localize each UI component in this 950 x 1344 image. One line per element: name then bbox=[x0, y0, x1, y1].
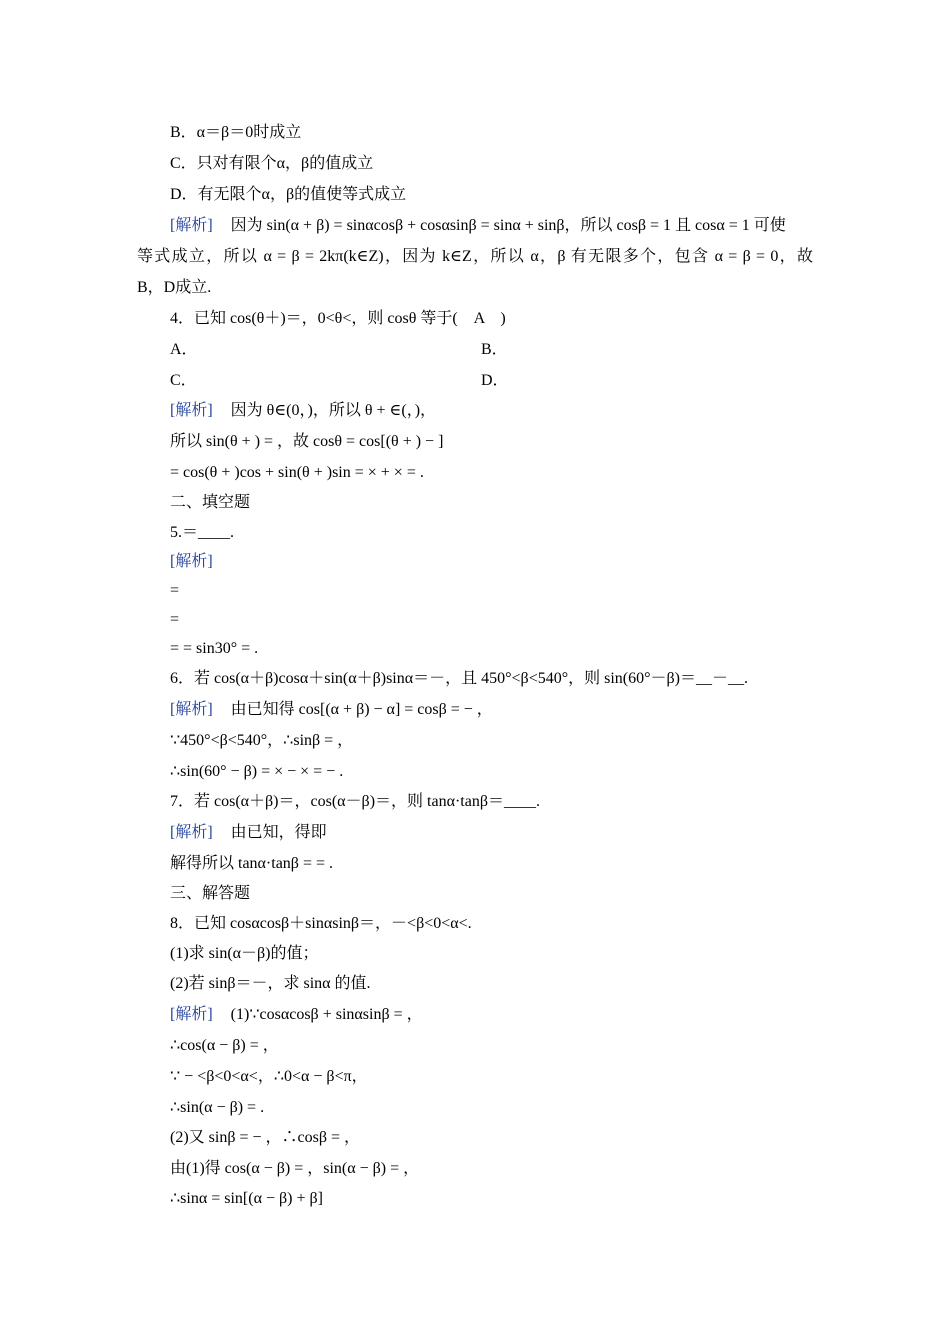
question-5 bbox=[170, 522, 234, 544]
analysis-tag: [解析] bbox=[170, 1006, 213, 1023]
option-a: A． bbox=[170, 341, 198, 358]
analysis-line: = = sin30° = . bbox=[170, 640, 259, 657]
analysis-tag: [解析] bbox=[170, 217, 213, 234]
analysis-line: ∵ − <β<0<α<，∴0<α − β<π， bbox=[170, 1068, 368, 1085]
analysis-line: ∴cos(α − β) = ， bbox=[170, 1037, 279, 1054]
analysis-line: ∴sin(α − β) = . bbox=[170, 1099, 265, 1116]
analysis-line bbox=[170, 1004, 423, 1026]
analysis-tag: [解析] bbox=[170, 402, 213, 419]
analysis-text: 因为 sin(α + β) = sinαcosβ + cosαsinβ = sinα + sinβ，所以 cosβ = 1 且 cosα = 1 可使 bbox=[230, 217, 786, 234]
section-heading: 三、解答题 bbox=[170, 885, 251, 902]
question-7 bbox=[170, 791, 540, 813]
question-text: 5.＝ bbox=[170, 524, 199, 541]
analysis-line: B，D成立. bbox=[137, 279, 212, 296]
analysis-tag: [解析] bbox=[170, 824, 213, 841]
analysis-line: 等式成立，所以 α = β = 2kπ(k∈Z)，因为 k∈Z，所以 α，β 有无限多个，包含 α = β = 0，故 bbox=[137, 248, 813, 265]
options-row bbox=[170, 339, 570, 361]
analysis-line: 由(1)得 cos(α − β) = ，sin(α − β) = ， bbox=[170, 1160, 420, 1177]
analysis-line bbox=[170, 822, 327, 844]
analysis-tag: [解析] bbox=[170, 701, 213, 718]
analysis-line: = bbox=[170, 582, 180, 599]
analysis-line: = cos(θ + )cos + sin(θ + )sin = × + × = . bbox=[170, 464, 424, 481]
answer-blank: ____ bbox=[503, 793, 536, 810]
analysis-line: 所以 sin(θ + ) = ，故 cosθ = cos[(θ + ) − ] bbox=[170, 433, 444, 450]
option-b: B． bbox=[481, 341, 508, 358]
analysis-line bbox=[170, 400, 436, 422]
analysis-text: 因为 θ∈(0，)，所以 θ + ∈(，)， bbox=[230, 402, 437, 419]
analysis-tag: [解析] bbox=[170, 553, 213, 570]
option-c: C．只对有限个α，β的值成立 bbox=[170, 155, 374, 172]
analysis-text: (1)∵cosαcosβ + sinαsinβ = ， bbox=[230, 1006, 423, 1023]
question-text: 7．若 cos(α＋β)＝，cos(α－β)＝，则 tanα·tanβ＝ bbox=[170, 793, 504, 810]
question-text: . bbox=[535, 793, 540, 810]
question-6 bbox=[170, 668, 748, 690]
option-c: C． bbox=[170, 372, 197, 389]
option-d: D．有无限个α，β的值使等式成立 bbox=[170, 186, 407, 203]
analysis-line bbox=[170, 699, 493, 721]
analysis-line: ∴sinα = sin[(α − β) + β] bbox=[170, 1190, 323, 1207]
question-8-part-1: (1)求 sin(α－β)的值； bbox=[170, 945, 319, 962]
question-text: 6．若 cos(α＋β)cosα＋sin(α＋β)sinα＝－，且 450°<β<540°，则 sin(60°－β)＝ bbox=[170, 670, 696, 687]
option-d: D． bbox=[481, 372, 509, 389]
analysis-line: (2)又 sinβ = − ，∴cosβ = ， bbox=[170, 1129, 361, 1146]
option-b: B．α＝β＝0时成立 bbox=[170, 124, 302, 141]
analysis-text: 由已知得 cos[(α + β) − α] = cosβ = − ， bbox=[230, 701, 493, 718]
question-4: 4．已知 cos(θ＋)＝，0<θ<，则 cosθ 等于( A ) bbox=[170, 310, 506, 327]
answer-blank: ____ bbox=[198, 524, 231, 541]
analysis-line bbox=[170, 215, 786, 237]
analysis-text: 由已知，得即 bbox=[230, 824, 327, 841]
analysis-line: 解得所以 tanα·tanβ = = . bbox=[170, 855, 333, 872]
answer-blank: __－__ bbox=[695, 670, 744, 687]
question-8-part-2: (2)若 sinβ＝－，求 sinα 的值. bbox=[170, 975, 371, 992]
analysis-line: ∵450°<β<540°，∴sinβ = ， bbox=[170, 732, 354, 749]
analysis-line: = bbox=[170, 611, 180, 628]
section-heading: 二、填空题 bbox=[170, 494, 251, 511]
analysis-tag bbox=[170, 551, 231, 573]
question-8: 8．已知 cosαcosβ＋sinαsinβ＝，－<β<0<α<. bbox=[170, 915, 472, 932]
analysis-line: ∴sin(60° − β) = × − × = − . bbox=[170, 763, 344, 780]
question-text: . bbox=[230, 524, 235, 541]
question-text: . bbox=[744, 670, 748, 687]
